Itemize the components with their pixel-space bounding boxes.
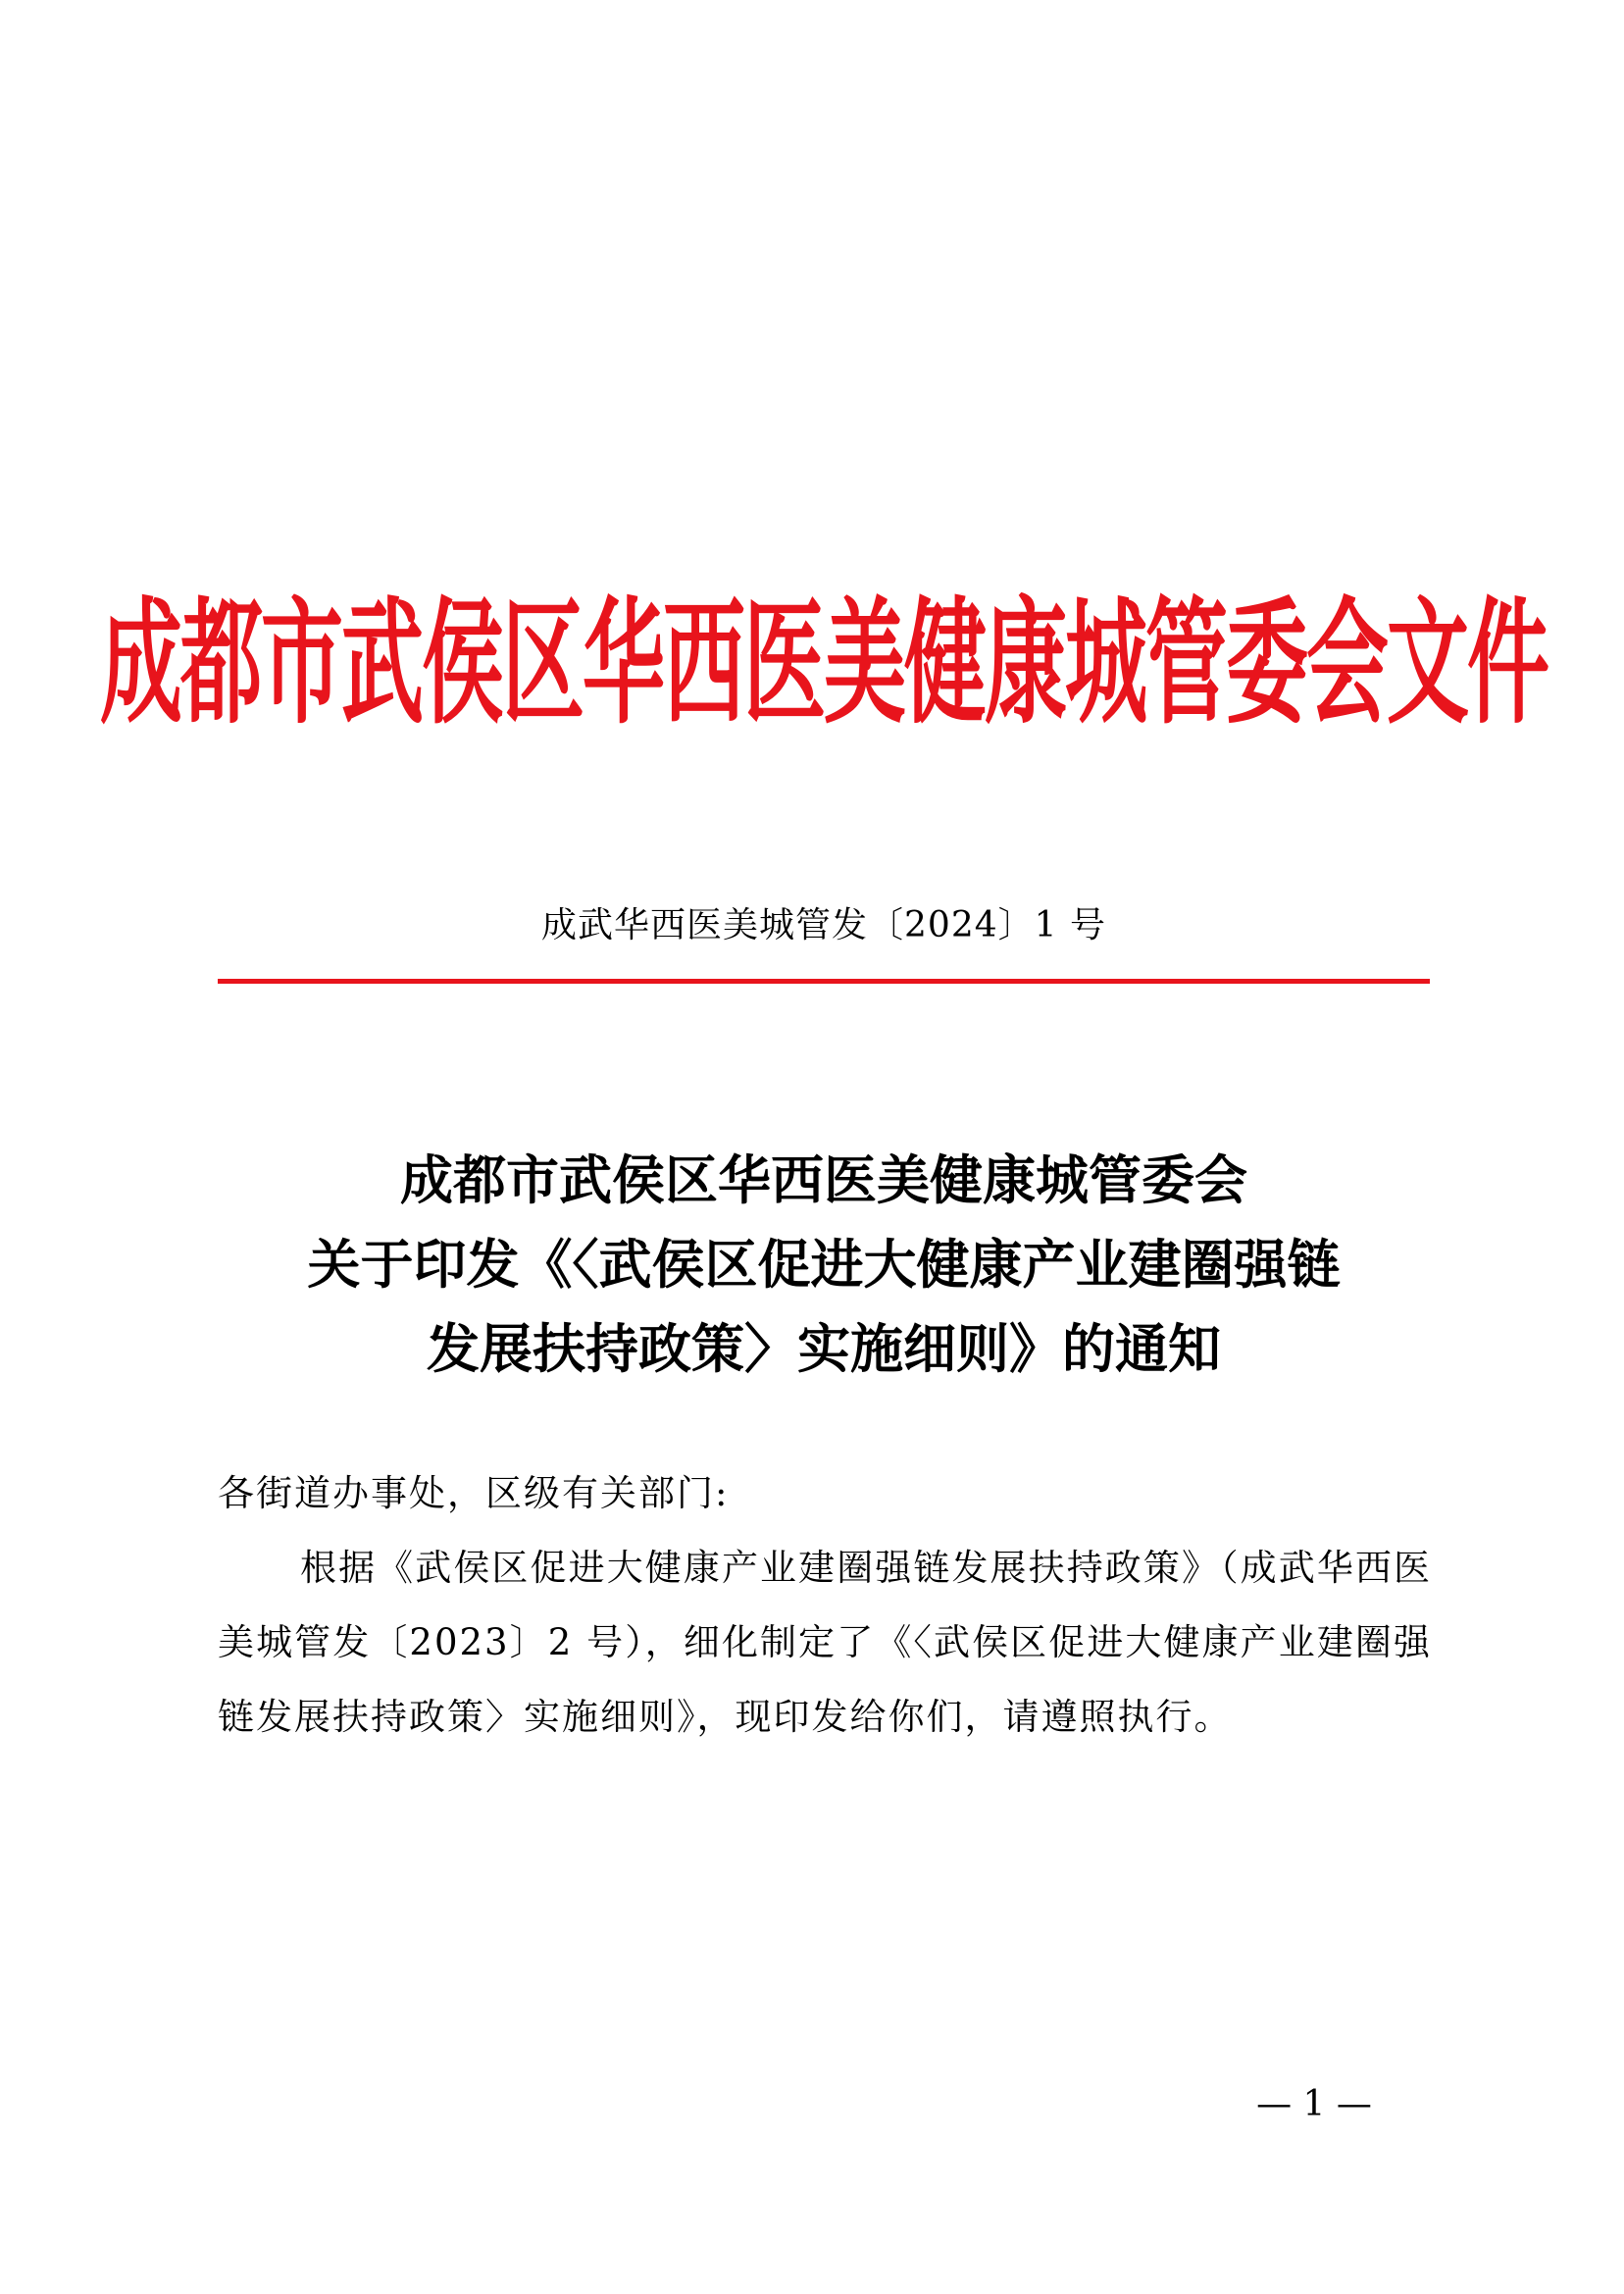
masthead-title: 成都市武侯区华西医美健康城管委会文件 — [100, 583, 1548, 742]
body-text — [218, 1456, 1432, 1755]
body-paragraph: 根据《武侯区促进大健康产业建圈强链发展扶持政策》（成武华西医美城管发〔2023〕2 号），细化制定了《〈武侯区促进大健康产业建圈强链发展扶持政策〉实施细则》，现印发给你们，请遵照执行。 — [218, 1547, 1432, 1738]
title-line-2: 关于印发《〈武侯区促进大健康产业建圈强链 — [307, 1233, 1341, 1296]
salutation: 各街道办事处，区级有关部门: — [218, 1472, 730, 1514]
title-line-1: 成都市武侯区华西医美健康城管委会 — [400, 1148, 1247, 1211]
title-line-3: 发展扶持政策〉实施细则》的通知 — [427, 1317, 1221, 1380]
red-header-masthead — [100, 554, 1548, 750]
page-number: — 1 — — [1256, 2084, 1372, 2124]
notice-title — [196, 1138, 1451, 1391]
document-number: 成武华西医美城管发〔2024〕1 号 — [541, 905, 1106, 945]
red-separator-line — [218, 979, 1430, 984]
